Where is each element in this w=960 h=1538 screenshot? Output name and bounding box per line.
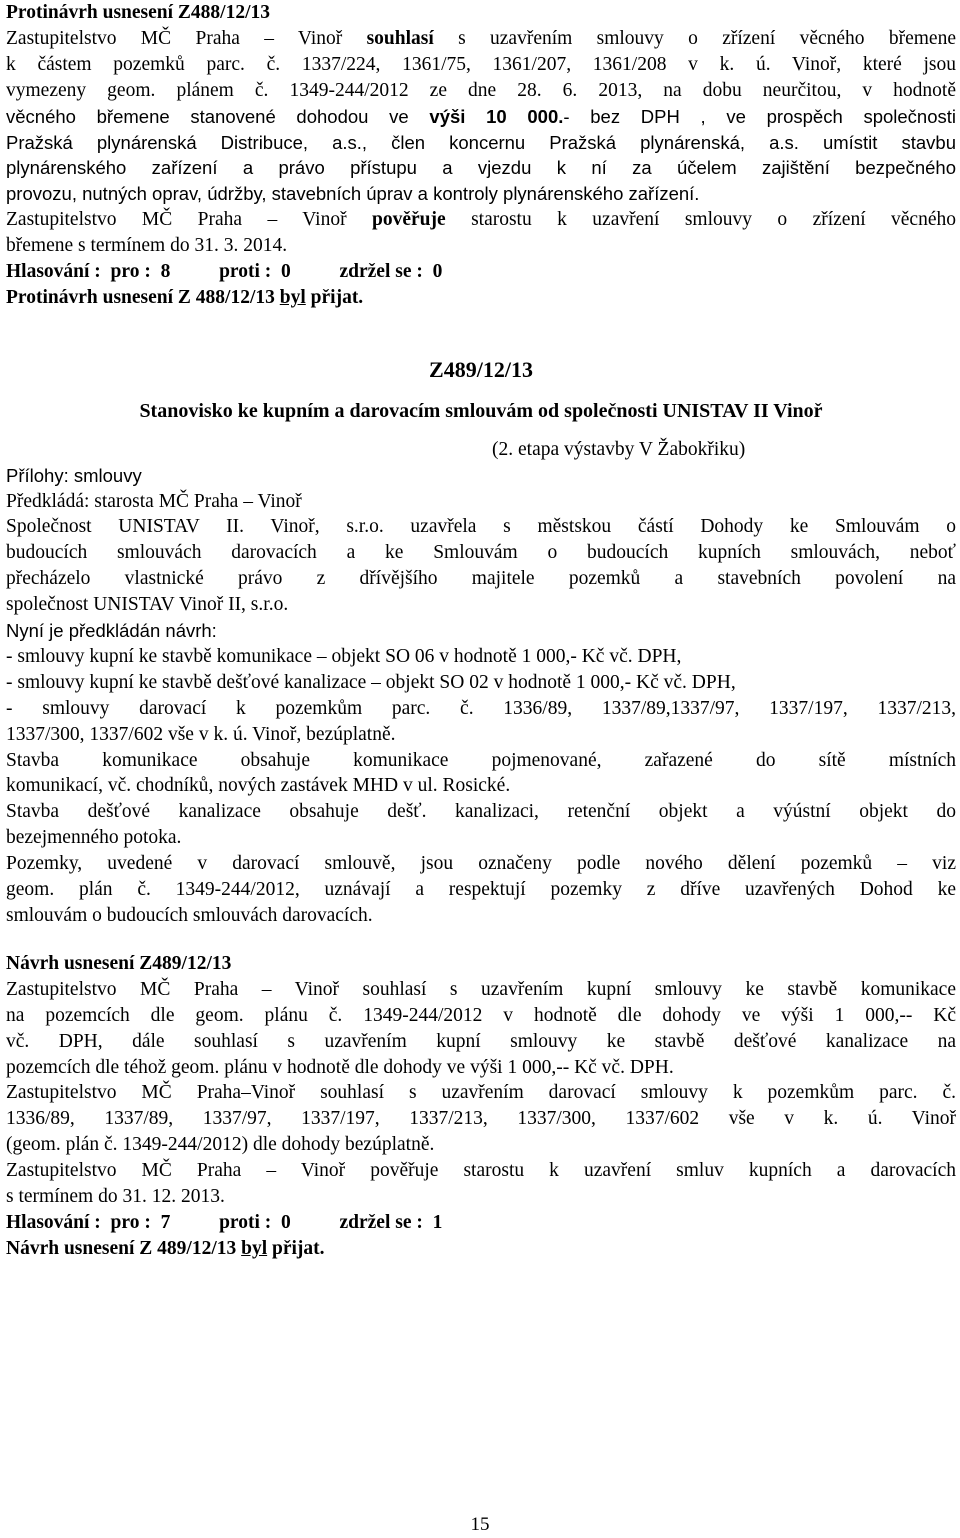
text-line: provozu, nutných oprav, údržby, stavebních úprav a kontroly plynárenského zařízení. [6,183,700,205]
agenda-item-489 [6,357,956,929]
list-item: - smlouvy kupní ke stavbě dešťové kanalizace – objekt SO 02 v hodnotě 1 000,- Kč vč. DPH, [6,671,736,693]
text-line: Zastupitelstvo MČ Praha – Vinoř souhlasí s uzavřením kupní smlouvy ke stavbě komunikace [6,978,956,1000]
result-underlined: byl [279,286,306,308]
resolution-result [6,285,956,311]
text-line: budoucích smlouvách darovacích a ke Smlouvám o budoucích kupních smlouvách, neboť [6,542,956,564]
amount-bold: výši 10 000. [429,105,564,127]
text-line: Pozemky, uvedené v darovací smlouvě, jsou označeny podle nového dělení pozemků – viz [6,853,956,875]
text-line: Stavba dešťové kanalizace obsahuje dešť. kanalizaci, retenční objekt a výústní objekt do [6,801,956,823]
text-line: k částem pozemků parc. č. 1337/224, 1361/75, 1361/207, 1361/208 v k. ú. Vinoř, které jsou [6,53,956,75]
counterproposal-488 [6,0,956,311]
vote-result: Hlasování : pro : 8 proti : 0 zdržel se : 0 [6,261,443,283]
result-underlined: byl [241,1237,268,1259]
counterproposal-heading: Protinávrh usnesení Z488/12/13 [6,2,271,23]
text-line: Zastupitelstvo MČ Praha–Vinoř souhlasí s uzavřením darovací smlouvy k pozemkům parc. č. [6,1082,956,1104]
text-fragment: věcného břemene stanovené dohodou ve [6,105,430,127]
spacer [6,311,956,351]
text-line: přecházelo vlastnické právo z dřívějšího majitele pozemků a stavebních povolení na [6,568,956,590]
proposal-heading: Návrh usnesení Z489/12/13 [6,952,232,974]
list-item: - smlouvy kupní ke stavbě komunikace – objekt SO 06 v hodnotě 1 000,- Kč vč. DPH, [6,645,682,667]
text-line: 1337/300, 1337/602 vše v k. ú. Vinoř, bezúplatně. [6,723,396,745]
text-fragment: Zastupitelstvo MČ Praha – Vinoř [6,27,367,49]
vote-result: Hlasování : pro : 7 proti : 0 zdržel se : 1 [6,1211,443,1233]
submitted-by-line: Předkládá: starosta MČ Praha – Vinoř [6,490,302,512]
text-line: bezejmenného potoka. [6,827,182,849]
document-page [6,0,956,1262]
result-text: přijat. [267,1237,325,1259]
text-line: Společnost UNISTAV II. Vinoř, s.r.o. uzavřela s městskou částí Dohody ke Smlouvám o [6,516,956,538]
text-line: komunikací, vč. chodníků, nových zastávek MHD v ul. Rosické. [6,775,511,797]
text-fragment: s uzavřením smlouvy o zřízení věcného břemene [433,27,956,49]
text-line [6,104,956,130]
text-fragment: starostu k uzavření smlouvy o zřízení věcného [445,209,956,231]
text-line [6,26,956,52]
text-line: vč. DPH, dále souhlasí s uzavřením kupní smlouvy ke stavbě dešťové kanalizace na [6,1030,956,1052]
text-line: geom. plán č. 1349-244/2012, uznávají a respektují pozemky z dříve uzavřených Dohod ke [6,879,956,901]
text-fragment: Zastupitelstvo MČ Praha – Vinoř [6,209,372,231]
resolution-result [6,1236,956,1262]
text-fragment: - bez DPH , ve prospěch společnosti [563,105,956,127]
result-text: Návrh usnesení Z 489/12/13 [6,1237,242,1259]
text-line: Zastupitelstvo MČ Praha – Vinoř pověřuje starostu k uzavření smluv kupních a darovacích [6,1160,956,1182]
text-line: Pražská plynárenská Distribuce, a.s., člen koncernu Pražská plynárenská, a.s. umístit stavbu [6,131,956,153]
text-line: Stavba komunikace obsahuje komunikace pojmenované, zařazené do sítě místních [6,749,956,771]
text-line: pozemcích dle téhož geom. plánu v hodnotě dle dohody ve výši 1 000,-- Kč vč. DPH. [6,1056,674,1078]
text-line: na pozemcích dle geom. plánu č. 1349-244/2012 v hodnotě dle dohody ve výši 1 000,-- Kč [6,1004,956,1026]
text-line [6,207,956,233]
keyword-souhlasi: souhlasí [366,27,434,49]
agenda-number: Z489/12/13 [429,356,533,382]
text-line: 1336/89, 1337/89, 1337/97, 1337/197, 1337/213, 1337/300, 1337/602 vše v k. ú. Vinoř [6,1108,956,1130]
agenda-subtitle: (2. etapa výstavby V Žabokřiku) [492,438,746,460]
text-line: společnost UNISTAV Vinoř II, s.r.o. [6,594,289,616]
text-line: s termínem do 31. 12. 2013. [6,1186,225,1208]
text-line: (geom. plán č. 1349-244/2012) dle dohody bezúplatně. [6,1134,435,1156]
resolution-proposal-489 [6,951,956,1262]
page-number: 15 [470,1514,490,1535]
text-line: břemene s termínem do 31. 3. 2014. [6,235,288,257]
text-line: Nyní je předkládán návrh: [6,620,217,642]
text-line: vymezeny geom. plánem č. 1349-244/2012 ze dne 28. 6. 2013, na dobu neurčitou, v hodnotě [6,79,956,101]
result-text: přijat. [305,286,364,308]
attachments-line: Přílohy: smlouvy [6,464,142,486]
result-text: Protinávrh usnesení Z 488/12/13 [6,286,280,308]
text-line: smlouvám o budoucích smlouvách darovacích. [6,905,373,926]
agenda-title: Stanovisko ke kupním a darovacím smlouvám od společnosti UNISTAV II Vinoř [139,399,823,422]
keyword-poveruje: pověřuje [372,209,446,231]
spacer [6,929,956,951]
list-item: - smlouvy darovací k pozemkům parc. č. 1336/89, 1337/89,1337/97, 1337/197, 1337/213, [6,697,956,719]
text-line: plynárenského zařízení a právo přístupu a vjezdu k ní za účelem zajištění bezpečného [6,157,956,179]
